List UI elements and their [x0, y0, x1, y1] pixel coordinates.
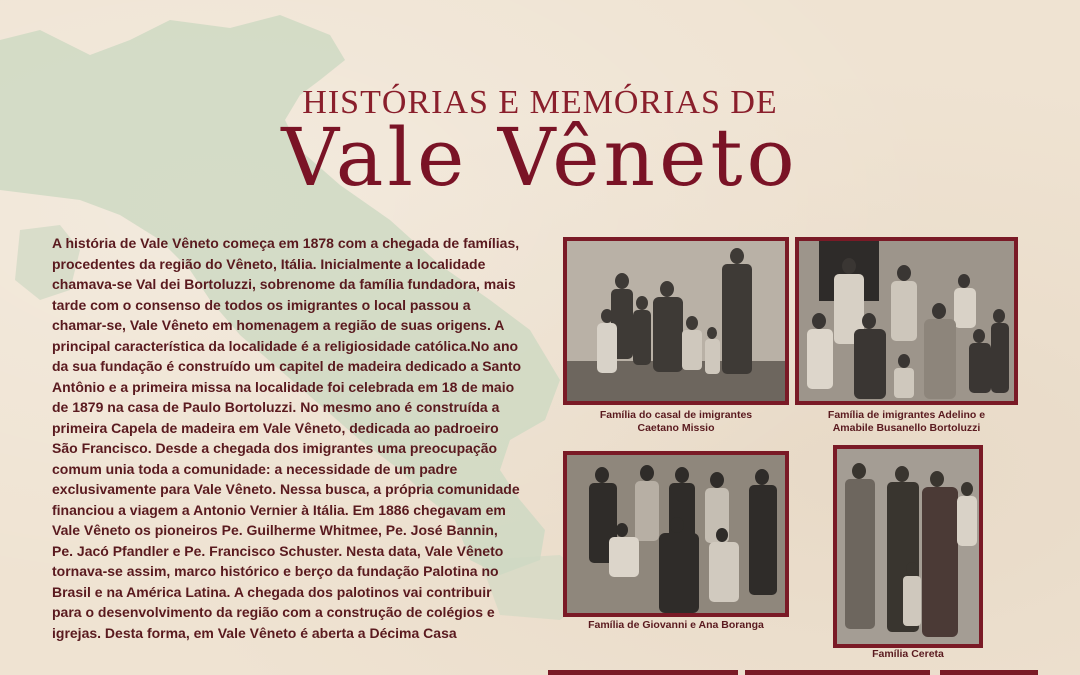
photo-boranga-family [563, 451, 789, 617]
photo-missio-family [563, 237, 789, 405]
article-text: A história de Vale Vêneto começa em 1878 com a chegada de famílias, procedentes da região do Vêneto, Itália. Inicialmente a localidade chamava-se Val dei Bortoluzzi, sobrenome da família fundadora, mais tarde com o consenso de todos os imigrantes o local passou a chamar-se, Vale Vêneto em homenagem a região de suas origens. A principal característica da localidade é a religiosidade católica.No ano da sua fundação é construído um capitel de madeira dedicado a Santo Antônio e a primeira missa na localidade foi celebrada em 18 de maio de 1879 na casa de Paulo Bortoluzzi. No mesmo ano é construída a primeira Capela de madeira em Vale Vêneto, dedicada ao padroeiro São Francisco. Desde a chegada dos imigrantes uma preocupação comum unia toda a comunidade: a necessidade de um padre exclusivamente para Vale Vêneto. Nessa busca, a própria comunidade financiou a viagem a Antonio Vernier à Itália. Em 1886 chegavam em Vale Vêneto os pioneiros Pe. Guilherme Whitmee, Pe. José Bannin, Pe. Jacó Pfandler e Pe. Francisco Schuster. Nesta data, Vale Vêneto tornava-se assim, marco histórico e berço da fundação Palotina no Brasil e na América Latina. A chegada dos palotinos vai contribuir para o desenvolvimento da região com a construção de colégios e igrejas. Desta forma, em Vale Vêneto é aberta a Décima Casa [52, 235, 522, 641]
caption-line: Caetano Missio [637, 422, 715, 434]
photo-caption-missio [563, 409, 789, 435]
bottom-frame-bar [548, 670, 738, 675]
family-photo-icon [799, 241, 1014, 401]
photo-caption-cereta [833, 648, 983, 661]
caption-line: Amabile Busanello Bortoluzzi [832, 422, 981, 434]
page-title: Vale Vêneto [281, 111, 799, 204]
bottom-frame-bar [940, 670, 1038, 675]
family-photo-icon [567, 241, 785, 401]
photo-caption-bortoluzzi [795, 409, 1018, 435]
family-photo-icon [837, 449, 979, 644]
caption-line: Família Cereta [872, 648, 944, 660]
bottom-frame-bar [745, 670, 930, 675]
header-kicker: HISTÓRIAS E MEMÓRIAS DE [302, 84, 778, 121]
family-photo-icon [567, 455, 785, 613]
photo-caption-boranga [563, 619, 789, 632]
caption-line: Família de imigrantes Adelino e [827, 409, 986, 421]
caption-line: Família do casal de imigrantes [599, 409, 753, 421]
photo-bortoluzzi-family [795, 237, 1018, 405]
caption-line: Família de Giovanni e Ana Boranga [588, 619, 764, 631]
photo-cereta-family [833, 445, 983, 648]
